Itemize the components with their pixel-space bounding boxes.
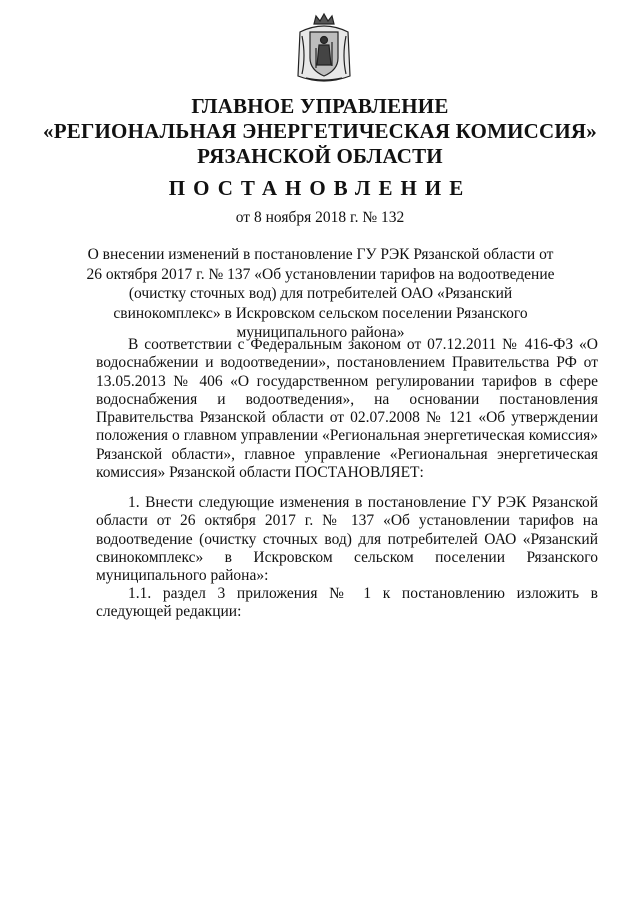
coat-of-arms-icon — [292, 10, 356, 86]
item-1-1-paragraph: 1.1. раздел 3 приложения № 1 к постановлению изложить в следующей редакции: — [96, 585, 598, 621]
document-date-number: от 8 ноября 2018 г. № 132 — [235, 209, 405, 226]
org-name-line-2: «РЕГИОНАЛЬНАЯ ЭНЕРГЕТИЧЕСКАЯ КОМИССИЯ» — [43, 119, 597, 143]
org-name-line-3: РЯЗАНСКОЙ ОБЛАСТИ — [197, 144, 443, 168]
document-subject: О внесении изменений в постановление ГУ РЭК Рязанской области от 26 октября 2017 г. № 137 «Об установлении тарифов на водоотведение (очистку сточных вод) для потребителей ОАО «Рязанский свинокомплекс» в Искровском сельском поселении Рязанского муниципального района» — [86, 246, 555, 341]
document-title: ПОСТАНОВЛЕНИЕ — [168, 176, 472, 200]
item-1-paragraph: 1. Внести следующие изменения в постановление ГУ РЭК Рязанской области от 26 октября 2017 г. № 137 «Об установлении тарифов на водоотведение (очистку сточных вод) для потребителей ОАО «Рязанский свинокомплекс» в Искровском сельском поселении Рязанского муниципального района»: — [96, 494, 598, 585]
preamble-paragraph: В соответствии с Федеральным законом от 07.12.2011 № 416-ФЗ «О водоснабжении и водоотведении», постановлением Правительства РФ от 13.05.2013 № 406 «О государственном регулировании тарифов в сфере водоснабжения и водоотведения», на основании постановления Правительства Рязанской области от 02.07.2008 № 121 «Об утверждении положения о главном управлении «Региональная энергетическая комиссия» Рязанской области», главное управление «Региональная энергетическая комиссия» Рязанской области ПОСТАНОВЛЯЕТ: — [96, 336, 598, 482]
org-name-line-1: ГЛАВНОЕ УПРАВЛЕНИЕ — [191, 94, 449, 118]
